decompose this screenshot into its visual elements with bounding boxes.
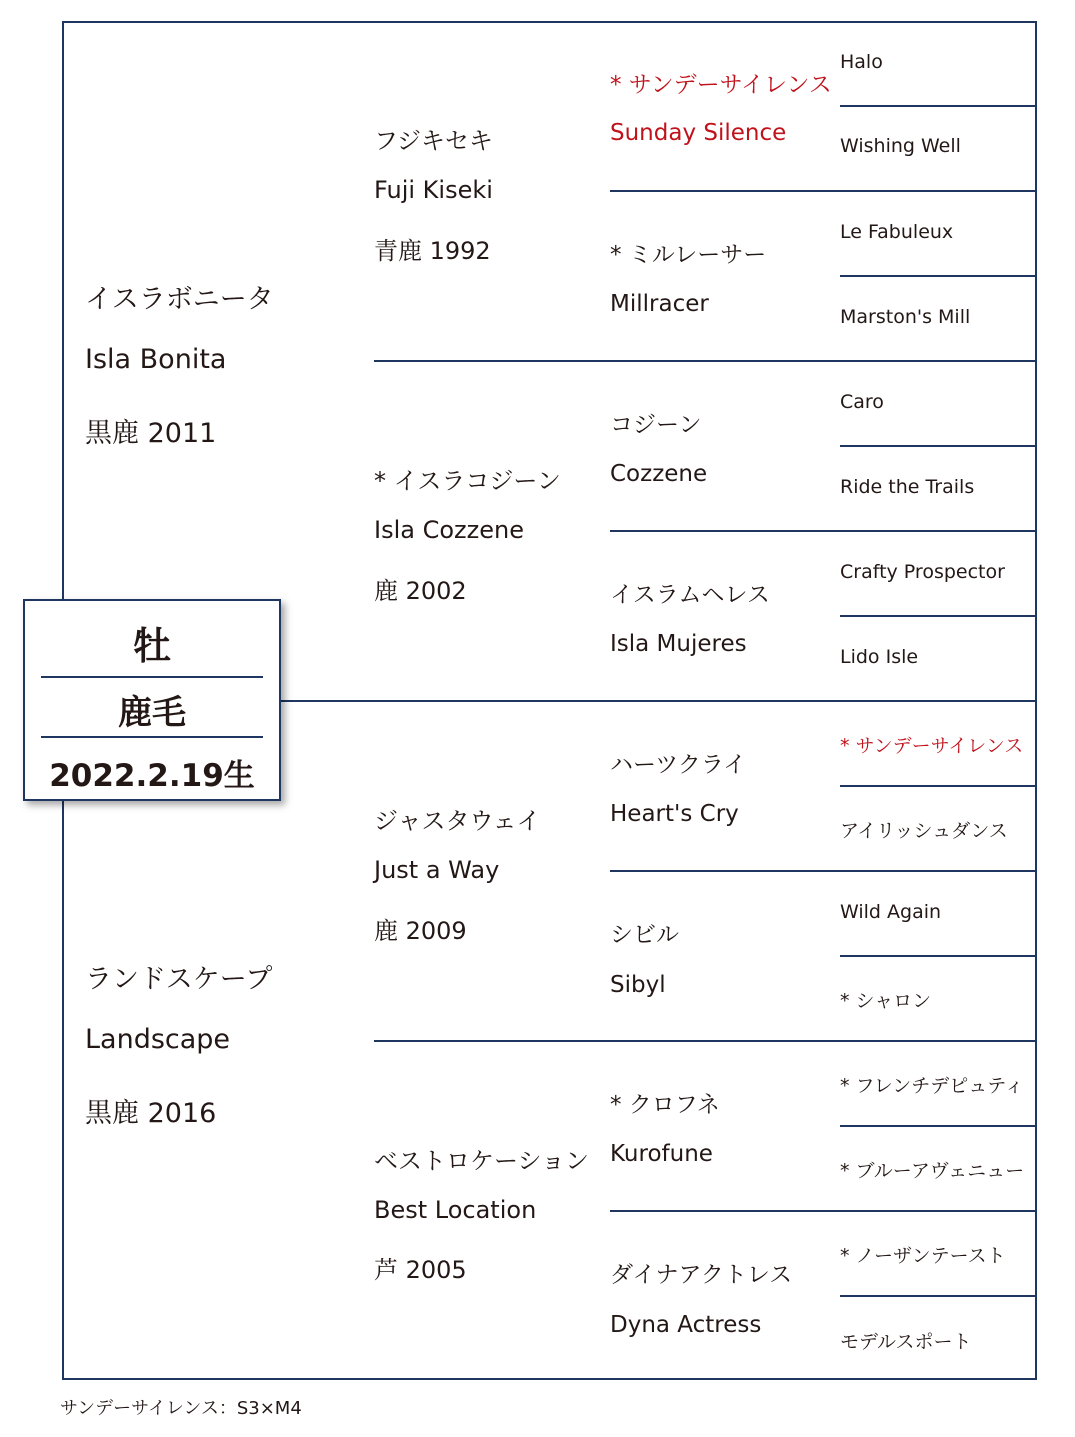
gen4-name: * ノーザンテースト	[840, 1245, 1006, 1267]
gen3-name-jp: * クロフネ	[610, 1092, 720, 1118]
gen4-name: Le Fabuleux	[840, 221, 954, 243]
inbreeding-note: サンデーサイレンス：S3×M4	[60, 1398, 302, 1419]
gen4-divider	[840, 1295, 1037, 1297]
sire-info: 黒鹿 2011	[85, 418, 217, 449]
gen4-divider	[840, 105, 1037, 107]
gen4-name: Lido Isle	[840, 646, 919, 668]
gen4-name: * シャロン	[840, 990, 932, 1012]
gen4-divider	[840, 615, 1037, 617]
gen3-divider	[610, 1210, 1037, 1212]
horse-coat-color: 鹿毛	[118, 693, 186, 733]
gen4-divider	[840, 1125, 1037, 1127]
gen4-name: Crafty Prospector	[840, 561, 1005, 583]
gen3-name-en: Cozzene	[610, 461, 708, 487]
gen2-info: 青鹿 1992	[374, 237, 491, 265]
gen3-name-jp: ハーツクライ	[610, 752, 747, 778]
gen4-divider	[840, 275, 1037, 277]
gen3-name-en: Sibyl	[610, 972, 666, 998]
gen3-name-jp: * サンデーサイレンス	[610, 72, 832, 98]
gen2-divider	[374, 360, 1037, 362]
dam-name-en: Landscape	[85, 1024, 231, 1055]
gen2-info: 鹿 2009	[374, 917, 467, 945]
gen4-name: * ブルーアヴェニュー	[840, 1160, 1025, 1182]
gen2-divider	[374, 1040, 1037, 1042]
gen3-divider	[610, 870, 1037, 872]
horse-sex: 牡	[132, 624, 171, 668]
horse-info-box	[23, 599, 281, 801]
gen3-name-en: Dyna Actress	[610, 1312, 762, 1338]
gen3-name-en: Sunday Silence	[610, 120, 787, 146]
gen3-name-jp: シビル	[610, 922, 679, 948]
gen4-name: Caro	[840, 391, 884, 413]
gen2-info: 鹿 2002	[374, 577, 467, 605]
dam-info: 黒鹿 2016	[85, 1098, 217, 1129]
gen4-divider	[840, 955, 1037, 957]
sire-name-jp: イスラボニータ	[85, 284, 274, 315]
gen3-name-jp: * ミルレーサー	[610, 242, 767, 268]
gen2-name-jp: ベストロケーション	[374, 1147, 590, 1175]
horse-box-divider	[41, 676, 263, 678]
gen4-divider	[840, 785, 1037, 787]
gen4-name: Wild Again	[840, 901, 942, 923]
gen4-name: アイリッシュダンス	[840, 820, 1008, 842]
horse-box-divider	[41, 736, 263, 738]
gen2-name-jp: * イスラコジーン	[374, 467, 561, 495]
gen3-divider	[610, 190, 1037, 192]
gen2-name-jp: ジャスタウェイ	[374, 807, 541, 835]
gen2-name-en: Isla Cozzene	[374, 516, 524, 544]
gen3-name-en: Millracer	[610, 291, 709, 317]
gen2-name-en: Just a Way	[374, 856, 500, 884]
gen4-name: Ride the Trails	[840, 476, 975, 498]
gen3-name-jp: イスラムヘレス	[610, 582, 770, 608]
gen3-divider	[610, 530, 1037, 532]
gen3-name-jp: ダイナアクトレス	[610, 1262, 793, 1288]
gen2-name-jp: フジキセキ	[374, 127, 494, 155]
gen2-name-en: Best Location	[374, 1196, 537, 1224]
gen4-name: * フレンチデピュティ	[840, 1075, 1024, 1097]
sire-name-en: Isla Bonita	[85, 344, 227, 375]
gen4-divider	[840, 445, 1037, 447]
gen3-name-jp: コジーン	[610, 412, 702, 438]
gen4-name: Wishing Well	[840, 135, 961, 157]
gen2-info: 芦 2005	[374, 1256, 467, 1284]
gen3-name-en: Kurofune	[610, 1141, 713, 1167]
gen3-name-en: Heart's Cry	[610, 801, 739, 827]
gen4-name: モデルスポート	[840, 1331, 972, 1353]
dam-name-jp: ランドスケープ	[85, 964, 273, 995]
horse-birth-date: 2022.2.19生	[49, 758, 255, 794]
gen4-name: Halo	[840, 51, 883, 73]
gen2-name-en: Fuji Kiseki	[374, 176, 493, 204]
gen4-name: Marston's Mill	[840, 306, 971, 328]
gen3-name-en: Isla Mujeres	[610, 631, 747, 657]
gen4-name: * サンデーサイレンス	[840, 735, 1024, 757]
